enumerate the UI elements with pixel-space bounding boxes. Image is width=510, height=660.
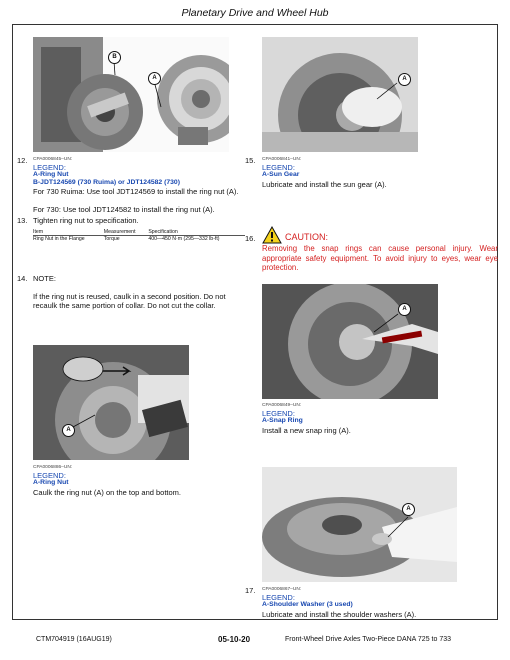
legend-item: A-Ring Nut	[33, 479, 69, 486]
legend-item: B-JDT124569 (730 Ruima) or JDT124582 (730)	[33, 179, 180, 186]
footer-page-number: 05-10-20	[218, 635, 251, 644]
instruction-text: Install a new snap ring (A).	[262, 426, 351, 435]
callout-a: A	[398, 73, 411, 86]
instruction-text: Tighten ring nut to specification.	[33, 216, 139, 225]
note-label: NOTE:	[33, 274, 56, 283]
callout-b: B	[108, 51, 121, 64]
table-header: Specification	[148, 229, 245, 236]
note-text: If the ring nut is reused, caulk in a second position. Do not recaulk the same portion of collar. Do not cut the collar.	[33, 292, 226, 311]
photo-caulk-ring-nut	[33, 345, 189, 460]
legend-label: LEGEND:	[262, 163, 295, 172]
legend-label: LEGEND:	[262, 409, 295, 418]
step-17-number: 17.	[245, 586, 256, 595]
callout-a: A	[148, 72, 161, 85]
table-header: Measurement	[104, 229, 149, 236]
callout-a: A	[62, 424, 75, 437]
legend-item: A-Shoulder Washer (3 used)	[262, 601, 353, 608]
instruction-text: For 730 Ruima: Use tool JDT124569 to install the ring nut (A).	[33, 187, 239, 196]
footer-title: Front-Wheel Drive Axles Two-Piece DANA 725 to 733	[285, 636, 452, 643]
legend-item: A-Snap Ring	[262, 417, 303, 424]
step-14-number: 14.	[17, 274, 28, 283]
table-cell: Torque	[103, 236, 120, 242]
figure-id: CPA0006841–UN:	[262, 157, 302, 162]
figure-id: CPA0006867–UN:	[262, 587, 302, 592]
instruction-text: For 730: Use tool JDT124582 to install the ring nut (A).	[33, 205, 215, 214]
step-15-number: 15.	[245, 156, 256, 165]
legend-label: LEGEND:	[262, 593, 295, 602]
table-cell: 400—450 N·m (295—332 lb-ft)	[148, 236, 220, 242]
figure-id: CPA0006886–UN:	[33, 465, 73, 470]
footer-doc-id: CTM704919 (16AUG19)	[36, 636, 112, 643]
caution-label: CAUTION:	[285, 232, 329, 242]
step-12-number: 12.	[17, 156, 28, 165]
legend-label: LEGEND:	[33, 471, 66, 480]
legend-label: LEGEND:	[33, 163, 66, 172]
photo-sun-gear	[262, 37, 418, 152]
table-header: Item	[33, 229, 104, 236]
photo-ring-nut-tool	[33, 37, 229, 152]
instruction-text: Caulk the ring nut (A) on the top and bottom.	[33, 488, 182, 497]
figure-id: CPA0006845–UN:	[33, 157, 73, 162]
step-13-number: 13.	[17, 216, 28, 225]
legend-item: A-Sun Gear	[262, 171, 300, 178]
spec-table	[33, 229, 245, 242]
figure-id: CPA0006849–UN:	[262, 403, 302, 408]
page-title: Planetary Drive and Wheel Hub	[181, 7, 329, 19]
callout-a: A	[398, 303, 411, 316]
instruction-text: Lubricate and install the shoulder washers (A).	[262, 610, 417, 619]
photo-shoulder-washer	[262, 467, 457, 582]
caution-text: Removing the snap rings can cause personal injury. Wear appropriate safety equipment. To avoid injury to eyes, wear eye protection.	[262, 244, 498, 273]
callout-a: A	[402, 503, 415, 516]
step-16-number: 16.	[245, 234, 256, 243]
photo-snap-ring	[262, 284, 438, 399]
legend-item: A-Ring Nut	[33, 171, 69, 178]
table-cell: Ring Nut in the Flange	[33, 236, 85, 242]
instruction-text: Lubricate and install the sun gear (A).	[262, 180, 387, 189]
